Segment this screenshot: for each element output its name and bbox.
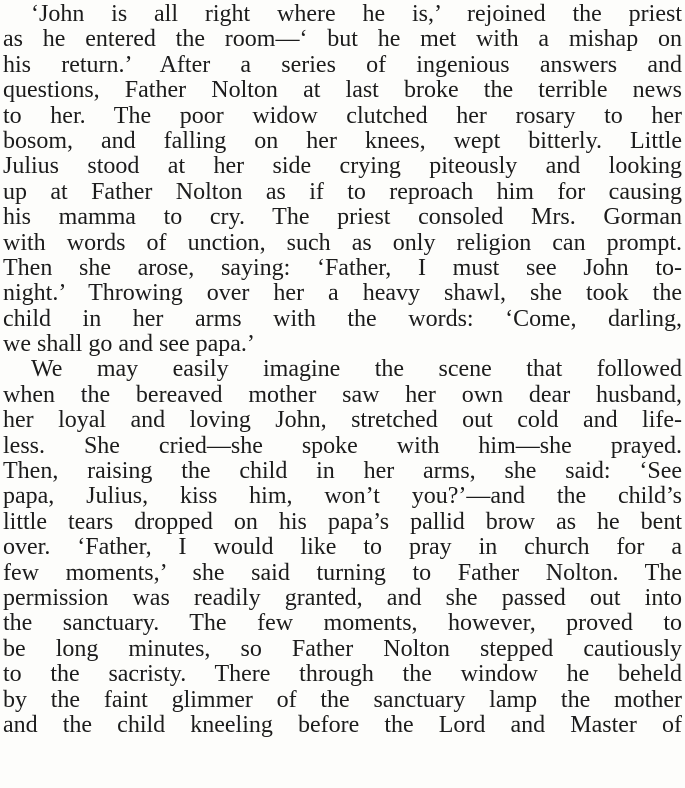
- text-line: be long minutes, so Father Nolton stepped cautiously: [3, 635, 682, 662]
- text-line: few moments,’ she said turning to Father Nolton. The: [3, 559, 682, 586]
- text-line: to her. The poor widow clutched her rosary to her: [3, 102, 682, 129]
- text-line: as he entered the room—‘ but he met with a mishap on: [3, 26, 682, 53]
- text-line: her loyal and loving John, stretched out cold and life-: [3, 407, 682, 434]
- text-line: questions, Father Nolton at last broke the terrible news: [3, 77, 682, 104]
- text-line: his mamma to cry. The priest consoled Mrs. Gorman: [3, 204, 682, 231]
- text-line: his return.’ After a series of ingenious answers and: [3, 51, 682, 78]
- text-line: the sanctuary. The few moments, however, proved to: [3, 610, 682, 637]
- text-line: and the child kneeling before the Lord and Master of: [3, 711, 682, 738]
- text-line: permission was readily granted, and she passed out into: [3, 584, 682, 611]
- text-line: we shall go and see papa.’: [3, 331, 255, 358]
- text-line: when the bereaved mother saw her own dear husband,: [3, 381, 682, 408]
- text-line: We may easily imagine the scene that followed: [31, 356, 682, 383]
- text-line: over. ‘Father, I would like to pray in church for a: [3, 534, 682, 561]
- text-line: with words of unction, such as only religion can prompt.: [3, 229, 682, 256]
- text-line: child in her arms with the words: ‘Come, darling,: [3, 305, 682, 332]
- text-line: by the faint glimmer of the sanctuary lamp the mother: [3, 686, 682, 713]
- text-line: little tears dropped on his papa’s pallid brow as he bent: [3, 508, 682, 535]
- text-line: Julius stood at her side crying piteously and looking: [3, 153, 682, 180]
- body-text: [3, 2, 682, 738]
- text-line: ‘John is all right where he is,’ rejoined the priest: [31, 1, 682, 27]
- text-line: Then, raising the child in her arms, she said: ‘See: [3, 458, 682, 485]
- text-line: night.’ Throwing over her a heavy shawl, she took the: [3, 280, 682, 307]
- text-line: papa, Julius, kiss him, won’t you?’—and the child’s: [3, 483, 682, 510]
- text-line: up at Father Nolton as if to reproach him for causing: [3, 178, 682, 205]
- text-line: to the sacristy. There through the window he beheld: [3, 661, 682, 688]
- text-line: bosom, and falling on her knees, wept bitterly. Little: [3, 127, 682, 154]
- text-line: Then she arose, saying: ‘Father, I must see John to-: [3, 254, 682, 281]
- text-line: less. She cried—she spoke with him—she prayed.: [3, 432, 682, 459]
